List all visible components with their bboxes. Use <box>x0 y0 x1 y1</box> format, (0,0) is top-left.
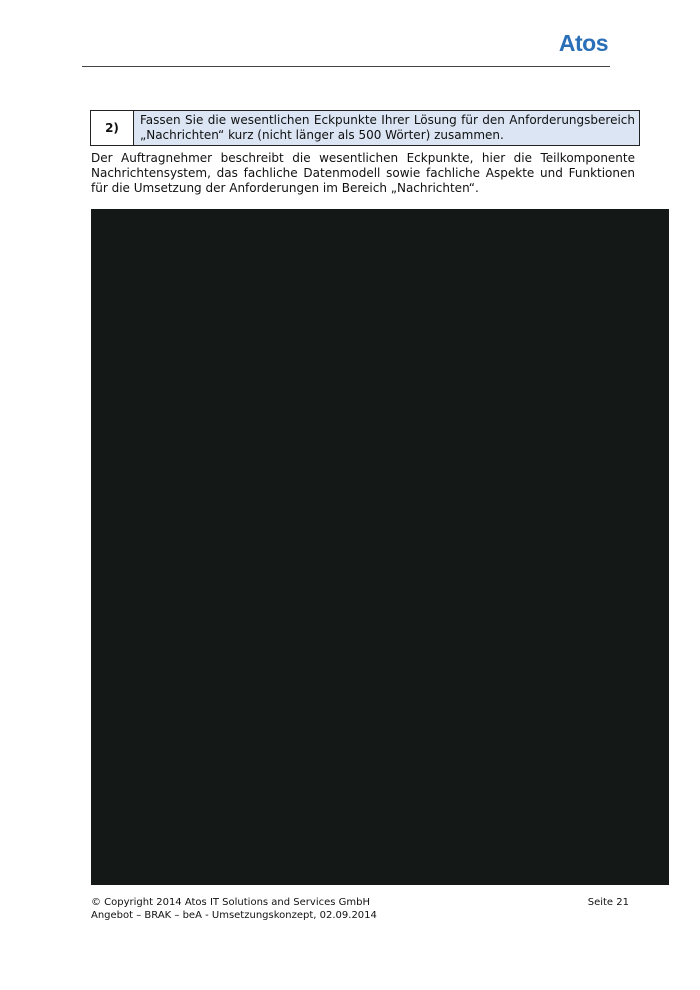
body-line-1: Der Auftragnehmer beschreibt die wesentlichen Eckpunkte, hier die Teilkomponente <box>91 151 635 165</box>
redacted-block <box>91 209 669 885</box>
body-line-2: Nachrichtensystem, das fachliche Datenmodell sowie fachliche Aspekte und Funktionen <box>91 166 635 180</box>
question-text-line-2: „Nachrichten“ kurz (nicht länger als 500 Wörter) zusammen. <box>140 128 504 142</box>
footer-copyright: © Copyright 2014 Atos IT Solutions and Services GmbH <box>91 897 370 908</box>
footer-page-number: Seite 21 <box>587 897 629 908</box>
atos-logo: Atos <box>558 30 608 56</box>
question-text <box>134 111 639 145</box>
body-line-3: für die Umsetzung der Anforderungen im Bereich „Nachrichten“. <box>91 181 479 195</box>
question-text-line-1: Fassen Sie die wesentlichen Eckpunkte Ihrer Lösung für den Anforderungsbereich <box>140 113 635 127</box>
header-divider <box>82 66 610 67</box>
footer-document-title: Angebot – BRAK – beA - Umsetzungskonzept, 02.09.2014 <box>91 910 377 921</box>
question-box <box>90 110 640 146</box>
page-footer <box>91 896 629 922</box>
question-number: 2) <box>91 111 134 145</box>
body-paragraph <box>91 151 635 196</box>
